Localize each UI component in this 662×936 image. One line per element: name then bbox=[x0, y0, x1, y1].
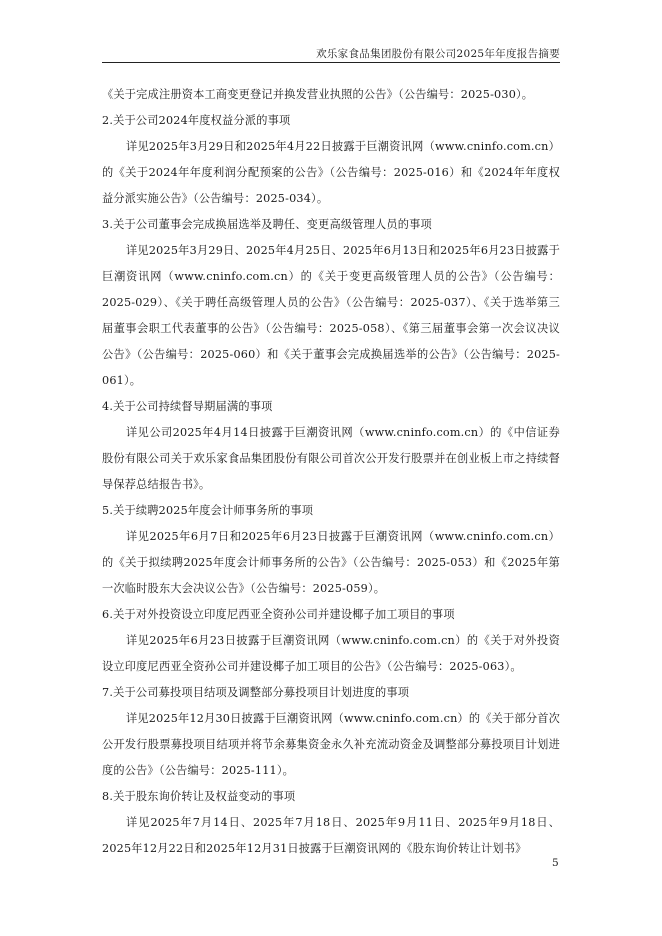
section-body-7: 详见2025年12月30日披露于巨潮资讯网（www.cninfo.com.cn）的《关于部分首次公开发行股票募投项目结项并将节余募集资金永久补充流动资金及调整部分募投项目计划进度的公告》（公告编号：2025-111）。 bbox=[102, 712, 560, 777]
section-body-6: 详见2025年6月23日披露于巨潮资讯网（www.cninfo.com.cn）的《关于对外投资设立印度尼西亚全资孙公司并建设椰子加工项目的公告》（公告编号：2025-063）。 bbox=[102, 634, 560, 673]
header-divider bbox=[102, 62, 560, 63]
page-number: 5 bbox=[552, 857, 559, 869]
section-body-5: 详见2025年6月7日和2025年6月23日披露于巨潮资讯网（www.cninfo.com.cn）的《关于拟续聘2025年度会计师事务所的公告》（公告编号：2025-053）和《2025年第一次临时股东大会决议公告》（公告编号：2025-059）。 bbox=[102, 530, 560, 595]
section-heading-8: 8.关于股东询价转让及权益变动的事项 bbox=[102, 790, 296, 803]
section-heading-2: 2.关于公司2024年度权益分派的事项 bbox=[102, 114, 291, 127]
section-heading-4: 4.关于公司持续督导期届满的事项 bbox=[102, 400, 273, 413]
section-heading-6: 6.关于对外投资设立印度尼西亚全资孙公司并建设椰子加工项目的事项 bbox=[102, 608, 455, 621]
section-body-2: 详见2025年3月29日和2025年4月22日披露于巨潮资讯网（www.cninfo.com.cn）的《关于2024年年度利润分配预案的公告》（公告编号：2025-016）和《2024年年度权益分派实施公告》（公告编号：2025-034）。 bbox=[102, 140, 560, 205]
section-heading-7: 7.关于公司募投项目结项及调整部分募投项目计划进度的事项 bbox=[102, 686, 410, 699]
section-body-4: 详见公司2025年4月14日披露于巨潮资讯网（www.cninfo.com.cn）的《中信证券股份有限公司关于欢乐家食品集团股份有限公司首次公开发行股票并在创业板上市之持续督导保荐总结报告书》。 bbox=[102, 426, 560, 491]
section-heading-5: 5.关于续聘2025年度会计师事务所的事项 bbox=[102, 504, 314, 517]
document-body bbox=[102, 82, 560, 862]
paragraph-continuation: 《关于完成注册资本工商变更登记并换发营业执照的公告》（公告编号：2025-030）。 bbox=[102, 88, 534, 101]
section-heading-3: 3.关于公司董事会完成换届选举及聘任、变更高级管理人员的事项 bbox=[102, 218, 432, 231]
section-body-3: 详见2025年3月29日、2025年4月25日、2025年6月13日和2025年6月23日披露于巨潮资讯网（www.cninfo.com.cn）的《关于变更高级管理人员的公告》（公告编号：2025-029）、《关于聘任高级管理人员的公告》（公告编号：2025-037）、《关于选举第三届董事会职工代表董事的公告》（公告编号：2025-058）、《第三届董事会第一次会议决议公告》（公告编号：2025-060）和《关于董事会完成换届选举的公告》（公告编号：2025-061）。 bbox=[102, 244, 560, 387]
section-body-8: 详见2025年7月14日、2025年7月18日、2025年9月11日、2025年9月18日、2025年12月22日和2025年12月31日披露于巨潮资讯网的《股东询价转让计划书》 bbox=[102, 816, 560, 855]
page-header: 欢乐家食品集团股份有限公司2025年年度报告摘要 bbox=[316, 48, 560, 60]
